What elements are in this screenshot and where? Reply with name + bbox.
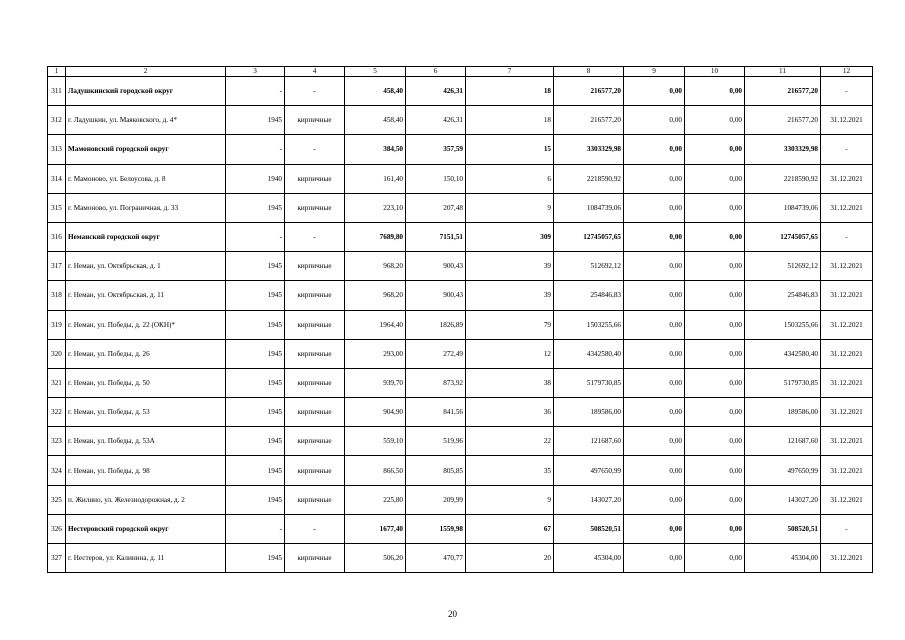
- year-built-cell: 1945: [226, 456, 285, 485]
- local-funds-cell: 0,00: [685, 135, 745, 164]
- wall-material-cell: кирпичные: [285, 193, 345, 222]
- object-address-cell: г. Неман, ул. Победы, д. 53А: [66, 427, 226, 456]
- year-built-cell: 1945: [226, 427, 285, 456]
- total-cost-cell: 143027,20: [554, 485, 624, 514]
- total-cost-cell: 508520,51: [554, 514, 624, 543]
- column-header: 6: [406, 67, 466, 77]
- residents-count-cell: 35: [466, 456, 554, 485]
- residents-count-cell: 38: [466, 368, 554, 397]
- column-header: 5: [345, 67, 406, 77]
- living-area-cell: 426,31: [406, 77, 466, 106]
- year-built-cell: 1945: [226, 485, 285, 514]
- total-cost-cell: 3303329,98: [554, 135, 624, 164]
- column-header: 11: [745, 67, 821, 77]
- regional-funds-cell: 0,00: [624, 106, 685, 135]
- total-area-cell: 7689,80: [345, 222, 406, 251]
- living-area-cell: 209,99: [406, 485, 466, 514]
- completion-date-cell: -: [821, 514, 873, 543]
- object-address-cell: г. Мамоново, ул. Белоусова, д. 8: [66, 164, 226, 193]
- year-built-cell: -: [226, 222, 285, 251]
- column-header: 2: [66, 67, 226, 77]
- total-area-cell: 223,10: [345, 193, 406, 222]
- other-funds-cell: 3303329,98: [745, 135, 821, 164]
- regional-funds-cell: 0,00: [624, 514, 685, 543]
- regional-funds-cell: 0,00: [624, 427, 685, 456]
- local-funds-cell: 0,00: [685, 252, 745, 281]
- local-funds-cell: 0,00: [685, 339, 745, 368]
- residents-count-cell: 18: [466, 106, 554, 135]
- wall-material-cell: кирпичные: [285, 398, 345, 427]
- residents-count-cell: 39: [466, 252, 554, 281]
- local-funds-cell: 0,00: [685, 427, 745, 456]
- regional-funds-cell: 0,00: [624, 310, 685, 339]
- object-address-cell: г. Неман, ул. Победы, д. 26: [66, 339, 226, 368]
- living-area-cell: 873,92: [406, 368, 466, 397]
- total-area-cell: 866,50: [345, 456, 406, 485]
- column-header: 10: [685, 67, 745, 77]
- residents-count-cell: 67: [466, 514, 554, 543]
- table-row: [48, 456, 873, 485]
- object-address-cell: п. Жилино, ул. Железнодорожная, д. 2: [66, 485, 226, 514]
- object-address-cell: г. Мамоново, ул. Пограничная, д. 33: [66, 193, 226, 222]
- total-area-cell: 1677,40: [345, 514, 406, 543]
- table-row: [48, 544, 873, 573]
- wall-material-cell: кирпичные: [285, 310, 345, 339]
- completion-date-cell: -: [821, 222, 873, 251]
- total-cost-cell: 512692,12: [554, 252, 624, 281]
- local-funds-cell: 0,00: [685, 368, 745, 397]
- year-built-cell: 1940: [226, 164, 285, 193]
- object-address-cell: Ладушкинский городской округ: [66, 77, 226, 106]
- other-funds-cell: 4342580,40: [745, 339, 821, 368]
- object-address-cell: г. Нестеров, ул. Калинина, д. 11: [66, 544, 226, 573]
- total-cost-cell: 2218590,92: [554, 164, 624, 193]
- table-row: [48, 398, 873, 427]
- district-row: [48, 77, 873, 106]
- living-area-cell: 357,59: [406, 135, 466, 164]
- residents-count-cell: 309: [466, 222, 554, 251]
- total-area-cell: 559,10: [345, 427, 406, 456]
- total-cost-cell: 12745057,65: [554, 222, 624, 251]
- row-number-cell: 325: [48, 485, 66, 514]
- table-row: [48, 485, 873, 514]
- local-funds-cell: 0,00: [685, 310, 745, 339]
- regional-funds-cell: 0,00: [624, 77, 685, 106]
- row-number-cell: 318: [48, 281, 66, 310]
- regional-funds-cell: 0,00: [624, 135, 685, 164]
- other-funds-cell: 189586,00: [745, 398, 821, 427]
- table-row: [48, 164, 873, 193]
- living-area-cell: 1559,98: [406, 514, 466, 543]
- page-number: 20: [448, 609, 457, 619]
- wall-material-cell: кирпичные: [285, 427, 345, 456]
- year-built-cell: -: [226, 135, 285, 164]
- living-area-cell: 900,43: [406, 281, 466, 310]
- total-area-cell: 161,40: [345, 164, 406, 193]
- living-area-cell: 7151,51: [406, 222, 466, 251]
- year-built-cell: 1945: [226, 310, 285, 339]
- completion-date-cell: 31.12.2021: [821, 164, 873, 193]
- row-number-cell: 319: [48, 310, 66, 339]
- total-cost-cell: 4342580,40: [554, 339, 624, 368]
- local-funds-cell: 0,00: [685, 544, 745, 573]
- wall-material-cell: кирпичные: [285, 164, 345, 193]
- year-built-cell: 1945: [226, 193, 285, 222]
- row-number-cell: 326: [48, 514, 66, 543]
- regional-funds-cell: 0,00: [624, 222, 685, 251]
- row-number-cell: 317: [48, 252, 66, 281]
- living-area-cell: 841,56: [406, 398, 466, 427]
- total-area-cell: 506,20: [345, 544, 406, 573]
- table-row: [48, 368, 873, 397]
- other-funds-cell: 1084739,06: [745, 193, 821, 222]
- object-address-cell: г. Неман, ул. Победы, д. 53: [66, 398, 226, 427]
- local-funds-cell: 0,00: [685, 106, 745, 135]
- total-cost-cell: 1503255,66: [554, 310, 624, 339]
- local-funds-cell: 0,00: [685, 281, 745, 310]
- total-cost-cell: 5179730,85: [554, 368, 624, 397]
- wall-material-cell: -: [285, 135, 345, 164]
- residents-count-cell: 9: [466, 485, 554, 514]
- residents-count-cell: 15: [466, 135, 554, 164]
- total-area-cell: 968,20: [345, 281, 406, 310]
- other-funds-cell: 216577,20: [745, 106, 821, 135]
- other-funds-cell: 497650,99: [745, 456, 821, 485]
- other-funds-cell: 216577,20: [745, 77, 821, 106]
- local-funds-cell: 0,00: [685, 514, 745, 543]
- total-cost-cell: 216577,20: [554, 106, 624, 135]
- district-row: [48, 514, 873, 543]
- other-funds-cell: 45304,00: [745, 544, 821, 573]
- residents-count-cell: 9: [466, 193, 554, 222]
- completion-date-cell: 31.12.2021: [821, 193, 873, 222]
- row-number-cell: 322: [48, 398, 66, 427]
- regional-funds-cell: 0,00: [624, 544, 685, 573]
- header-row: [48, 67, 873, 77]
- column-header: 4: [285, 67, 345, 77]
- completion-date-cell: 31.12.2021: [821, 427, 873, 456]
- total-cost-cell: 497650,99: [554, 456, 624, 485]
- column-header: 7: [466, 67, 554, 77]
- residents-count-cell: 6: [466, 164, 554, 193]
- wall-material-cell: кирпичные: [285, 252, 345, 281]
- completion-date-cell: 31.12.2021: [821, 368, 873, 397]
- row-number-cell: 315: [48, 193, 66, 222]
- row-number-cell: 323: [48, 427, 66, 456]
- total-cost-cell: 45304,00: [554, 544, 624, 573]
- residents-count-cell: 12: [466, 339, 554, 368]
- other-funds-cell: 512692,12: [745, 252, 821, 281]
- residents-count-cell: 20: [466, 544, 554, 573]
- local-funds-cell: 0,00: [685, 77, 745, 106]
- total-area-cell: 1964,40: [345, 310, 406, 339]
- total-area-cell: 293,00: [345, 339, 406, 368]
- year-built-cell: 1945: [226, 398, 285, 427]
- total-area-cell: 904,90: [345, 398, 406, 427]
- total-area-cell: 225,80: [345, 485, 406, 514]
- completion-date-cell: 31.12.2021: [821, 456, 873, 485]
- wall-material-cell: -: [285, 514, 345, 543]
- table-row: [48, 106, 873, 135]
- total-area-cell: 968,20: [345, 252, 406, 281]
- living-area-cell: 272,49: [406, 339, 466, 368]
- living-area-cell: 1826,89: [406, 310, 466, 339]
- table-row: [48, 252, 873, 281]
- completion-date-cell: 31.12.2021: [821, 339, 873, 368]
- total-cost-cell: 121687,60: [554, 427, 624, 456]
- completion-date-cell: 31.12.2021: [821, 544, 873, 573]
- total-cost-cell: 189586,00: [554, 398, 624, 427]
- column-header: 3: [226, 67, 285, 77]
- object-address-cell: г. Неман, ул. Победы, д. 50: [66, 368, 226, 397]
- other-funds-cell: 508520,51: [745, 514, 821, 543]
- wall-material-cell: кирпичные: [285, 456, 345, 485]
- row-number-cell: 312: [48, 106, 66, 135]
- column-header: 9: [624, 67, 685, 77]
- regional-funds-cell: 0,00: [624, 398, 685, 427]
- year-built-cell: 1945: [226, 252, 285, 281]
- local-funds-cell: 0,00: [685, 456, 745, 485]
- row-number-cell: 324: [48, 456, 66, 485]
- completion-date-cell: -: [821, 135, 873, 164]
- table-row: [48, 427, 873, 456]
- living-area-cell: 207,48: [406, 193, 466, 222]
- living-area-cell: 150,10: [406, 164, 466, 193]
- completion-date-cell: 31.12.2021: [821, 485, 873, 514]
- other-funds-cell: 2218590,92: [745, 164, 821, 193]
- wall-material-cell: кирпичные: [285, 368, 345, 397]
- wall-material-cell: кирпичные: [285, 485, 345, 514]
- object-address-cell: Нестеровский городской округ: [66, 514, 226, 543]
- wall-material-cell: кирпичные: [285, 544, 345, 573]
- total-cost-cell: 216577,20: [554, 77, 624, 106]
- completion-date-cell: 31.12.2021: [821, 281, 873, 310]
- regional-funds-cell: 0,00: [624, 252, 685, 281]
- other-funds-cell: 143027,20: [745, 485, 821, 514]
- year-built-cell: 1945: [226, 106, 285, 135]
- residents-count-cell: 79: [466, 310, 554, 339]
- year-built-cell: 1945: [226, 281, 285, 310]
- object-address-cell: Неманский городской округ: [66, 222, 226, 251]
- wall-material-cell: кирпичные: [285, 281, 345, 310]
- table-row: [48, 281, 873, 310]
- row-number-cell: 320: [48, 339, 66, 368]
- year-built-cell: 1945: [226, 544, 285, 573]
- other-funds-cell: 12745057,65: [745, 222, 821, 251]
- housing-table: [47, 66, 873, 573]
- completion-date-cell: -: [821, 77, 873, 106]
- total-area-cell: 939,70: [345, 368, 406, 397]
- total-area-cell: 384,50: [345, 135, 406, 164]
- year-built-cell: 1945: [226, 339, 285, 368]
- wall-material-cell: -: [285, 222, 345, 251]
- column-header: 12: [821, 67, 873, 77]
- local-funds-cell: 0,00: [685, 164, 745, 193]
- total-cost-cell: 254846,83: [554, 281, 624, 310]
- residents-count-cell: 22: [466, 427, 554, 456]
- object-address-cell: г. Неман, ул. Октябрьская, д. 1: [66, 252, 226, 281]
- living-area-cell: 519,96: [406, 427, 466, 456]
- local-funds-cell: 0,00: [685, 398, 745, 427]
- row-number-cell: 321: [48, 368, 66, 397]
- table-row: [48, 310, 873, 339]
- regional-funds-cell: 0,00: [624, 164, 685, 193]
- wall-material-cell: кирпичные: [285, 106, 345, 135]
- year-built-cell: -: [226, 77, 285, 106]
- row-number-cell: 316: [48, 222, 66, 251]
- regional-funds-cell: 0,00: [624, 368, 685, 397]
- other-funds-cell: 121687,60: [745, 427, 821, 456]
- table-body: [48, 77, 873, 573]
- object-address-cell: г. Неман, ул. Октябрьская, д. 11: [66, 281, 226, 310]
- object-address-cell: г. Неман, ул. Победы, д. 98: [66, 456, 226, 485]
- completion-date-cell: 31.12.2021: [821, 398, 873, 427]
- row-number-cell: 311: [48, 77, 66, 106]
- living-area-cell: 426,31: [406, 106, 466, 135]
- object-address-cell: Мамоновский городской округ: [66, 135, 226, 164]
- residents-count-cell: 18: [466, 77, 554, 106]
- table-row: [48, 193, 873, 222]
- column-header: 1: [48, 67, 66, 77]
- regional-funds-cell: 0,00: [624, 485, 685, 514]
- wall-material-cell: кирпичные: [285, 339, 345, 368]
- completion-date-cell: 31.12.2021: [821, 310, 873, 339]
- total-area-cell: 458,40: [345, 106, 406, 135]
- row-number-cell: 314: [48, 164, 66, 193]
- residents-count-cell: 39: [466, 281, 554, 310]
- residents-count-cell: 36: [466, 398, 554, 427]
- district-row: [48, 135, 873, 164]
- total-area-cell: 458,40: [345, 77, 406, 106]
- completion-date-cell: 31.12.2021: [821, 106, 873, 135]
- district-row: [48, 222, 873, 251]
- row-number-cell: 327: [48, 544, 66, 573]
- year-built-cell: 1945: [226, 368, 285, 397]
- living-area-cell: 900,43: [406, 252, 466, 281]
- living-area-cell: 805,85: [406, 456, 466, 485]
- local-funds-cell: 0,00: [685, 222, 745, 251]
- other-funds-cell: 1503255,66: [745, 310, 821, 339]
- wall-material-cell: -: [285, 77, 345, 106]
- total-cost-cell: 1084739,06: [554, 193, 624, 222]
- year-built-cell: -: [226, 514, 285, 543]
- regional-funds-cell: 0,00: [624, 193, 685, 222]
- local-funds-cell: 0,00: [685, 485, 745, 514]
- regional-funds-cell: 0,00: [624, 339, 685, 368]
- completion-date-cell: 31.12.2021: [821, 252, 873, 281]
- object-address-cell: г. Неман, ул. Победы, д. 22 (ОКН)*: [66, 310, 226, 339]
- column-header: 8: [554, 67, 624, 77]
- other-funds-cell: 5179730,85: [745, 368, 821, 397]
- regional-funds-cell: 0,00: [624, 281, 685, 310]
- living-area-cell: 470,77: [406, 544, 466, 573]
- table-row: [48, 339, 873, 368]
- regional-funds-cell: 0,00: [624, 456, 685, 485]
- other-funds-cell: 254846,83: [745, 281, 821, 310]
- row-number-cell: 313: [48, 135, 66, 164]
- local-funds-cell: 0,00: [685, 193, 745, 222]
- object-address-cell: г. Ладушкин, ул. Маяковского, д. 4*: [66, 106, 226, 135]
